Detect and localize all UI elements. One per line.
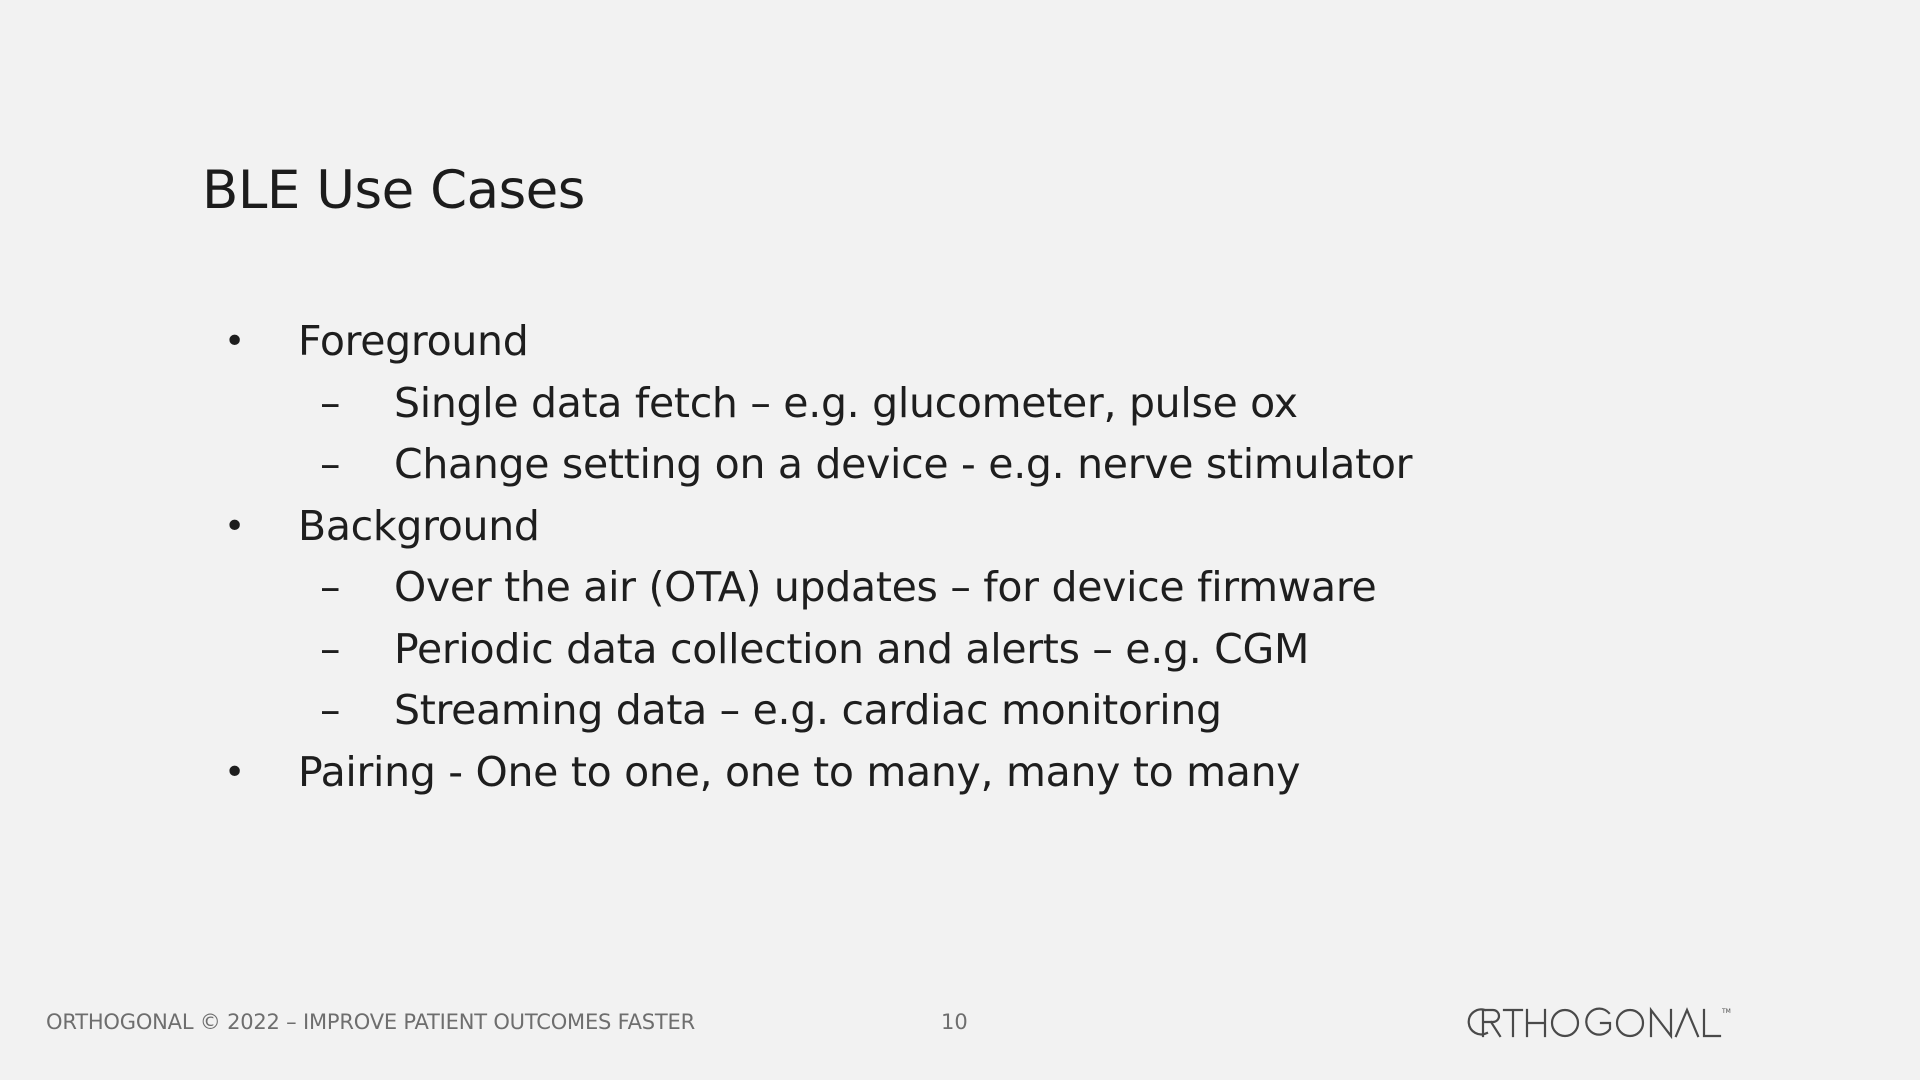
bullet-marker: •	[224, 321, 246, 362]
sub-bullet-marker: –	[320, 624, 341, 673]
sub-bullet-text: Single data fetch – e.g. glucometer, pulse ox	[394, 378, 1298, 427]
footer-copyright: ORTHOGONAL © 2022 – IMPROVE PATIENT OUTCOMES FASTER	[46, 1010, 695, 1034]
bullet-marker: •	[224, 505, 246, 547]
bullet-marker: •	[224, 751, 246, 793]
orthogonal-logo	[1464, 1003, 1739, 1043]
bullet-text: Foreground	[298, 317, 529, 365]
sub-bullet-marker: –	[320, 686, 341, 734]
sub-bullet-marker: –	[320, 378, 341, 427]
sub-bullet-text: Over the air (OTA) updates – for device firmware	[394, 563, 1377, 611]
sub-bullet-text: Streaming data – e.g. cardiac monitoring	[394, 686, 1222, 734]
bullet-text: Background	[298, 501, 540, 550]
bullet-text: Pairing - One to one, one to many, many to many	[298, 747, 1301, 796]
sub-bullet-marker: –	[320, 440, 341, 488]
sub-bullet-marker: –	[320, 563, 341, 611]
page-number: 10	[941, 1010, 968, 1034]
sub-bullet-text: Change setting on a device - e.g. nerve stimulator	[394, 440, 1413, 488]
slide-title: BLE Use Cases	[202, 160, 585, 221]
sub-bullet-text: Periodic data collection and alerts – e.g. CGM	[394, 624, 1310, 673]
trademark-mark: TM	[1722, 1008, 1731, 1015]
